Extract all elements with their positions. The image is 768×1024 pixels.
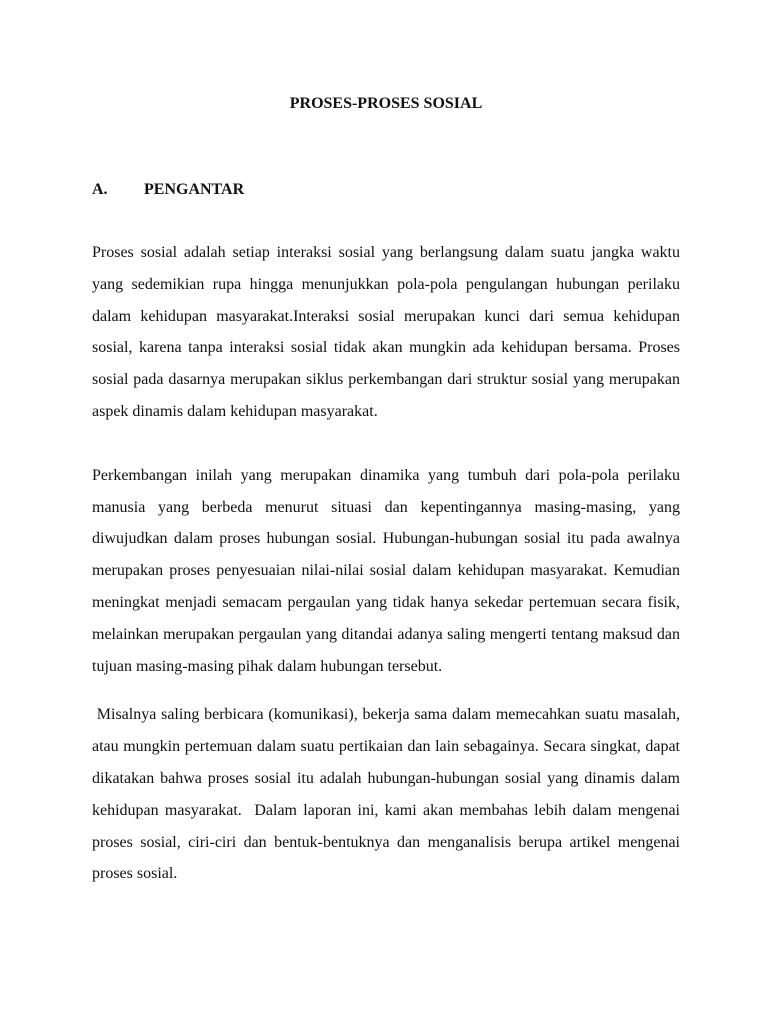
paragraph-3: Misalnya saling berbicara (komunikasi), bekerja sama dalam memecahkan suatu masalah, atau mungkin pertemuan dalam suatu pertikaian dan lain sebagainya. Secara singkat, dapat dikatakan bahwa proses sosial itu adalah hubungan-hubungan sosial yang dinamis dalam kehidupan masyarakat. Dalam laporan ini, kami akan membahas lebih dalam mengenai proses sosial, ciri-ciri dan bentuk-bentuknya dan menganalisis berupa artikel mengenai proses sosial.: [92, 706, 685, 883]
paragraph-1: Proses sosial adalah setiap interaksi sosial yang berlangsung dalam suatu jangka waktu yang sedemikian rupa hingga menunjukkan pola-pola pengulangan hubungan perilaku dalam kehidupan masyarakat.Interaksi sosial merupakan kunci dari semua kehidupan sosial, karena tanpa interaksi sosial tidak akan mungkin ada kehidupan bersama. Proses sosial pada dasarnya merupakan siklus perkembangan dari struktur sosial yang merupakan aspek dinamis dalam kehidupan masyarakat.: [92, 244, 680, 420]
section-heading-text: PENGANTAR: [144, 181, 245, 198]
section-heading: [92, 180, 680, 200]
paragraph-2: Perkembangan inilah yang merupakan dinamika yang tumbuh dari pola-pola perilaku manusia yang berbeda menurut situasi dan kepentingannya masing-masing, yang diwujudkan dalam proses hubungan sosial. Hubungan-hubungan sosial itu pada awalnya merupakan proses penyesuaian nilai-nilai sosial dalam kehidupan masyarakat. Kemudian meningkat menjadi semacam pergaulan yang tidak hanya sekedar pertemuan secara fisik, melainkan merupakan pergaulan yang ditandai adanya saling mengerti tentang maksud dan tujuan masing-masing pihak dalam hubungan tersebut.: [92, 466, 680, 675]
document-title: PROSES-PROSES SOSIAL: [289, 95, 483, 112]
section-letter: A.: [92, 181, 108, 198]
